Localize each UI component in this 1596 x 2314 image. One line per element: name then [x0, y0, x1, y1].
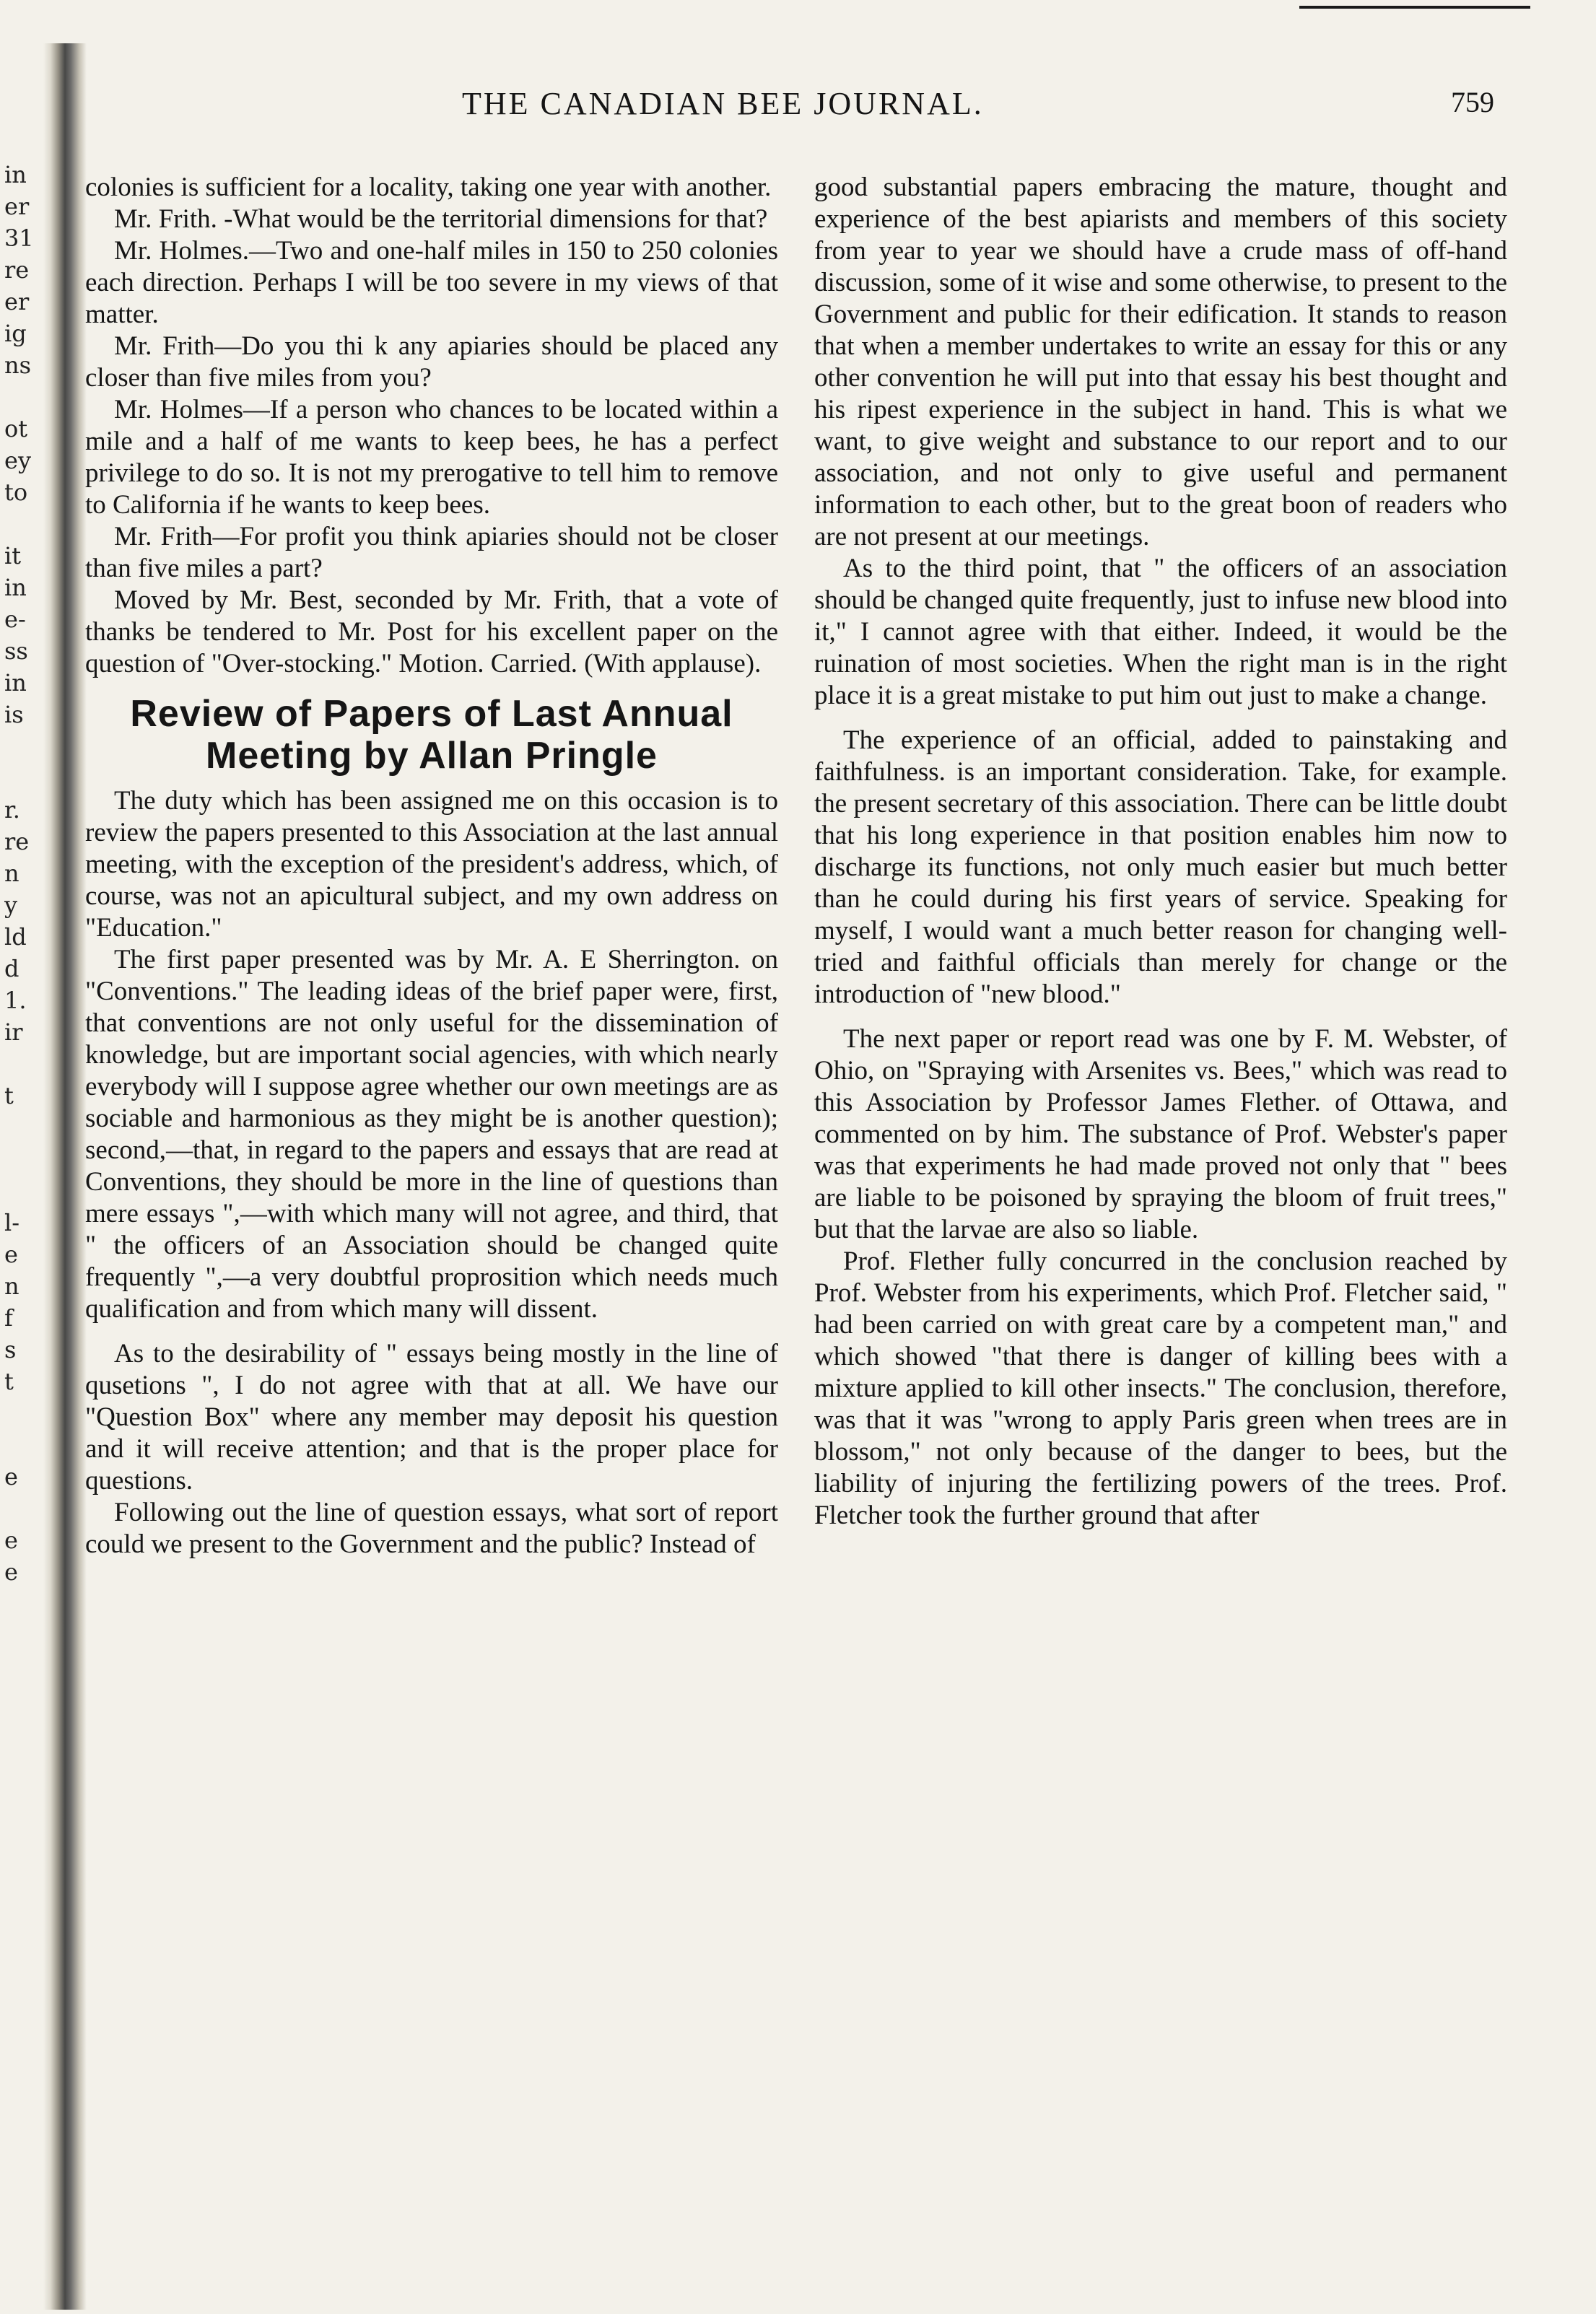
gutter-fragment: it — [4, 542, 22, 569]
gutter-fragment: e- — [4, 606, 26, 633]
gutter-fragment: e — [4, 1463, 18, 1490]
page-number: 759 — [1451, 86, 1494, 118]
left-column — [85, 172, 778, 1560]
paragraph: The duty which has been assigned me on this occasion is to review the papers presented to this Association at the last annual meeting, with the exception of the president's address, which, of course, was not an apicultural subject, and my own address on "Education." — [85, 786, 778, 943]
gutter-fragment: ld — [4, 923, 27, 951]
gutter-fragment: ot — [4, 415, 28, 442]
gutter-fragment: is — [4, 701, 24, 728]
gutter-fragment: f — [4, 1304, 13, 1332]
paragraph: The next paper or report read was one by F. M. Webster, of Ohio, on "Spraying with Arsenites vs. Bees," which was read to this Association by Professor James Flether. of Ottawa, and commented on by him. The substance of Prof. Webster's paper was that experiments he had made proved not only that " bees are liable to be poisoned by spraying the bloom of fruit trees," but that the larvae are also so liable. — [814, 1024, 1507, 1244]
section-heading — [85, 693, 778, 777]
gutter-fragment — [4, 508, 40, 540]
paragraph: Mr. Frith—Do you thi k any apiaries should be placed any closer than five miles from you? — [85, 331, 778, 393]
right-column — [814, 172, 1507, 1532]
paragraph: Prof. Flether fully concurred in the conclusion reached by Prof. Webster from his experiments, which Prof. Fletcher said, " had been carried on with great care by a competent man," and which showed "that there is danger of killing bees with a mixture applied to kill other insects." The conclusion, therefore, was that it was "wrong to apply Paris green when trees are in blossom," not only because of the danger to bees, but the liability of injuring the fertilizing powers of the trees. Prof. Fletcher took the further ground that after — [814, 1246, 1507, 1530]
gutter-fragment: re — [4, 256, 30, 284]
paragraph: good substantial papers embracing the mature, thought and experience of the best apiarists and members of this society from year to year we should have a crude mass of off-hand discussion, some of it wise and some otherwise, to present to the Government and public for their edification. It stands to reason that when a member undertakes to write an essay for this or any other convention he will put into that essay his best thought and his ripest experience in the subject in hand. This is what we want, to give weight and substance to our report and to our association, and not only to give useful and permanent information to each other, but to the great boon of readers who are not present at our meetings. — [814, 173, 1507, 551]
paragraph: Mr. Holmes—If a person who chances to be located within a mile and a half of me wants to keep bees, he has a perfect privilege to do so. It is not my prerogative to tell him to remove to California if he wants to keep bees. — [85, 395, 778, 520]
gutter-fragment: ey — [4, 447, 32, 474]
gutter-fragment: d — [4, 955, 19, 982]
gutter-fragment — [4, 381, 40, 413]
gutter-fragment: e — [4, 1558, 18, 1586]
paragraph: As to the third point, that " the officers of an association should be changed quite frequently, just to infuse new blood into it," I cannot agree with that either. Indeed, it would be the ruination of most societies. When the right man is in the right place it is a great mistake to put him out just to make a change. — [814, 554, 1507, 710]
gutter-fragment: s — [4, 1336, 17, 1363]
gutter-fragment: ir — [4, 1018, 23, 1046]
gutter-fragment: n — [4, 1272, 19, 1300]
gutter-fragment: t — [4, 1368, 14, 1395]
gutter-fragment — [4, 1143, 40, 1175]
gutter-fragment: to — [4, 479, 28, 506]
gutter-fragment — [4, 1048, 40, 1080]
paragraph: Following out the line of question essays, what sort of report could we present to the Government and the public? Instead of — [85, 1498, 778, 1559]
gutter-fragment: t — [4, 1082, 14, 1109]
gutter-fragment: re — [4, 828, 30, 855]
gutter-fragment: er — [4, 193, 30, 220]
gutter-fragment: y — [4, 891, 18, 919]
gutter-fragment: in — [4, 574, 27, 601]
heading-line-2: Meeting by Allan Pringle — [206, 735, 658, 777]
gutter-fragment — [4, 1397, 40, 1429]
gutter-fragment: ig — [4, 320, 27, 347]
gutter-fragment — [4, 1175, 40, 1207]
paragraph: Mr. Holmes.—Two and one-half miles in 150 to 250 colonies each direction. Perhaps I will be too severe in my views of that matter. — [85, 236, 778, 329]
journal-title: THE CANADIAN BEE JOURNAL. — [462, 86, 984, 121]
gutter-fragment: n — [4, 860, 19, 887]
gutter-fragment — [4, 730, 40, 762]
top-rule — [1299, 6, 1530, 9]
gutter-fragment: er — [4, 288, 30, 315]
paragraph: The experience of an official, added to painstaking and faithfulness. is an important consideration. Take, for example. the present secretary of this association. There can be little doubt that his long experience in that position enables him now to discharge its functions, not only much easier but much better than he could during his first years of service. Speaking for myself, I would want a much better reason for changing well-tried and faithful officials than merely for change or the introduction of "new blood." — [814, 725, 1507, 1009]
gutter-fragment: r. — [4, 796, 20, 824]
gutter-fragment: ss — [4, 637, 28, 665]
paragraph: Moved by Mr. Best, seconded by Mr. Frith, that a vote of thanks be tendered to Mr. Post for his excellent paper on the question of "Over-stocking." Motion. Carried. (With applause). — [85, 585, 778, 678]
gutter-fragment: e — [4, 1241, 18, 1268]
paragraph: colonies is sufficient for a locality, taking one year with another. — [85, 173, 772, 202]
paragraph: Mr. Frith—For profit you think apiaries should not be closer than five miles a part? — [85, 522, 778, 583]
heading-line-1: Review of Papers of Last Annual — [130, 693, 733, 735]
page-header — [462, 85, 1494, 136]
gutter-fragment: in — [4, 669, 27, 697]
gutter-fragment: 1. — [4, 987, 27, 1014]
paragraph: Mr. Frith. -What would be the territorial dimensions for that? — [114, 204, 768, 234]
gutter-fragment: l- — [4, 1209, 20, 1236]
gutter-fragment: ns — [4, 352, 32, 379]
gutter-fragment: 31 — [4, 224, 34, 252]
gutter-fragment — [4, 1112, 40, 1143]
gutter-fragment — [4, 1493, 40, 1524]
paragraph: As to the desirability of " essays being mostly in the line of qusetions ", I do not agree with that at all. We have our "Question Box" where any member may deposit his question and it will receive attention; and that is the proper place for questions. — [85, 1339, 778, 1496]
gutter-fragment — [4, 1429, 40, 1461]
gutter-fragments — [4, 159, 40, 1588]
paragraph: The first paper presented was by Mr. A. E Sherrington. on "Conventions." The leading ideas of the brief paper were, first, that conventions are not only useful for the dissemination of knowledge, but are important social agencies, with which nearly everybody will I suppose agree whether our own meetings are as sociable and harmonious as they might be is another question); second,—that, in regard to the papers and essays that are read at Conventions, they should be more in the line of questions than mere essays ",—with which many will not agree, and third, that " the officers of an Association should be changed quite frequently ",—a very doubtful proprosition which needs much qualification and from which many will dissent. — [85, 945, 778, 1324]
gutter-fragment: in — [4, 161, 27, 188]
gutter-fragment: e — [4, 1527, 18, 1554]
gutter-fragment — [4, 762, 40, 794]
